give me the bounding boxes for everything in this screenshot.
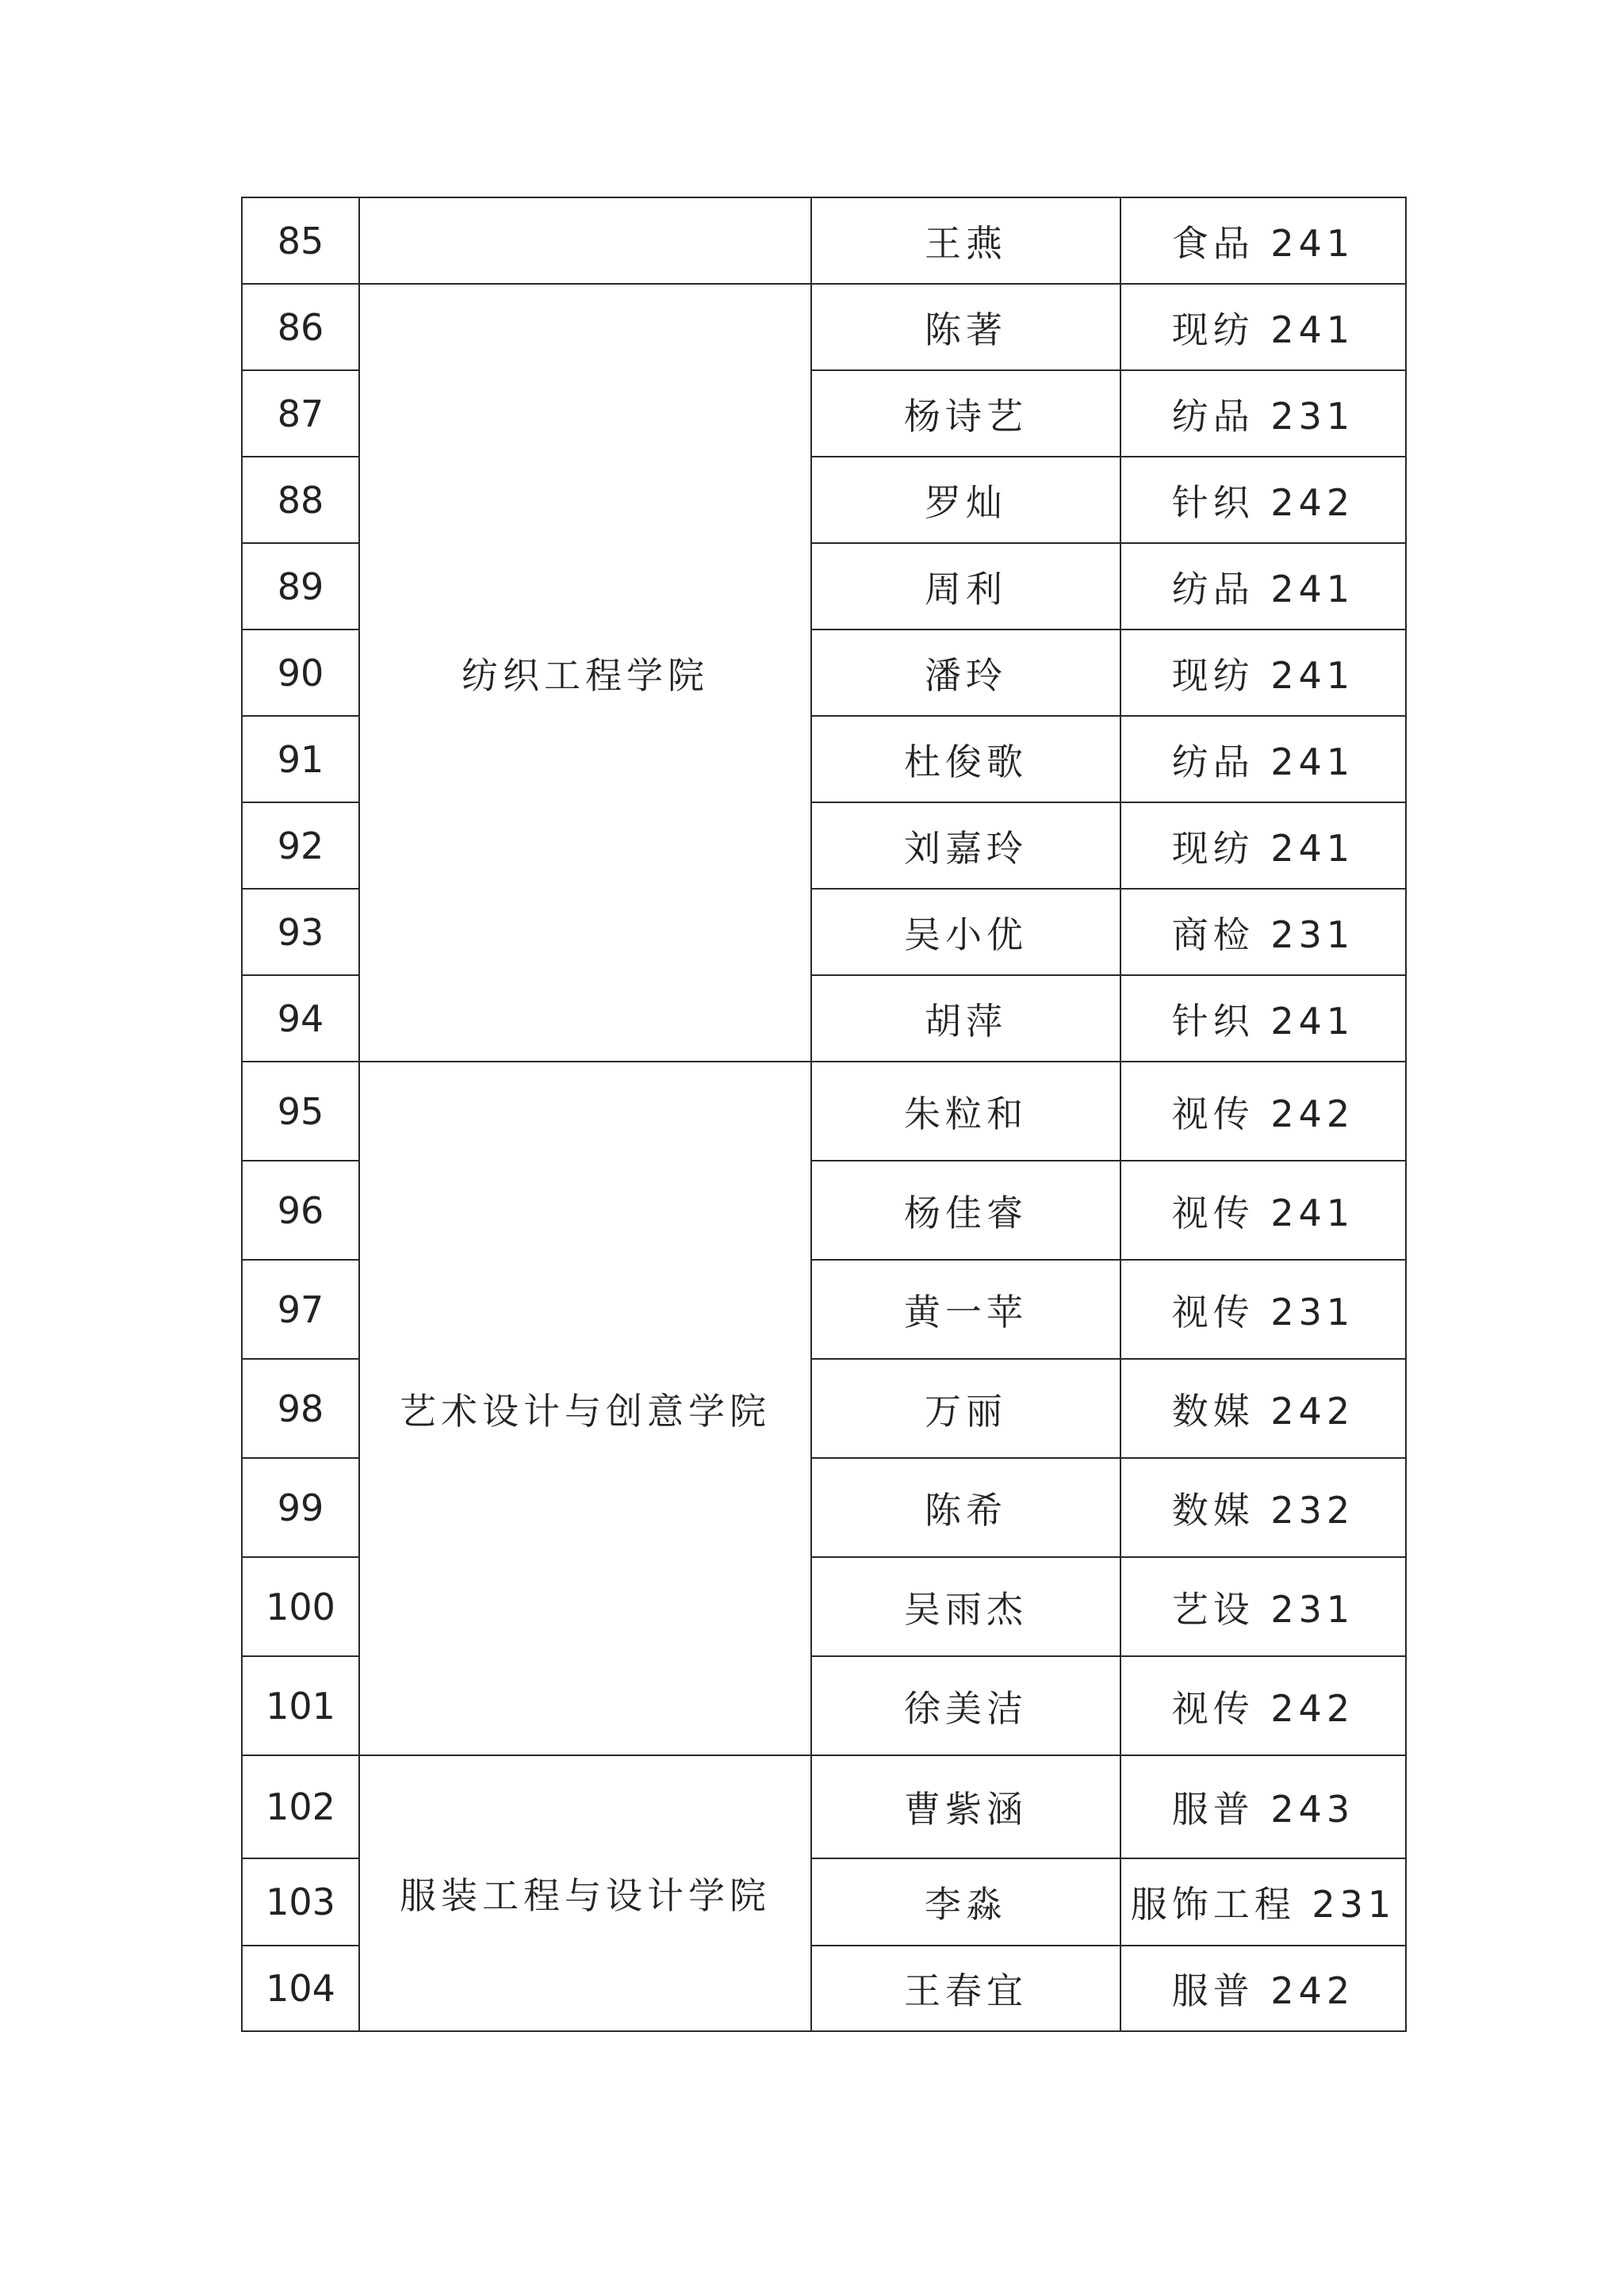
- row-number: 89: [242, 543, 359, 629]
- student-name: 王燕: [811, 197, 1120, 284]
- student-name: 潘玲: [811, 629, 1120, 716]
- class-name: 现纺 241: [1120, 802, 1406, 889]
- student-name: 徐美洁: [811, 1656, 1120, 1755]
- college-cell: [359, 197, 811, 284]
- table-row: [242, 197, 1406, 284]
- class-name: 商检 231: [1120, 889, 1406, 975]
- class-name: 数媒 232: [1120, 1458, 1406, 1557]
- row-number: 102: [242, 1755, 359, 1858]
- student-name: 吴雨杰: [811, 1557, 1120, 1656]
- student-name: 刘嘉玲: [811, 802, 1120, 889]
- class-name: 纺品 241: [1120, 543, 1406, 629]
- student-name: 王春宜: [811, 1946, 1120, 2031]
- row-number: 103: [242, 1858, 359, 1946]
- row-number: 98: [242, 1359, 359, 1458]
- class-name: 服普 242: [1120, 1946, 1406, 2031]
- row-number: 99: [242, 1458, 359, 1557]
- class-name: 视传 231: [1120, 1260, 1406, 1359]
- row-number: 100: [242, 1557, 359, 1656]
- row-number: 95: [242, 1062, 359, 1161]
- table-row: [242, 1062, 1406, 1161]
- row-number: 93: [242, 889, 359, 975]
- class-name: 艺设 231: [1120, 1557, 1406, 1656]
- row-number: 94: [242, 975, 359, 1062]
- class-name: 食品 241: [1120, 197, 1406, 284]
- row-number: 85: [242, 197, 359, 284]
- student-name: 曹紫涵: [811, 1755, 1120, 1858]
- college-textile-engineering: 纺织工程学院: [359, 284, 811, 1062]
- student-name: 陈著: [811, 284, 1120, 370]
- student-name: 朱粒和: [811, 1062, 1120, 1161]
- class-name: 纺品 231: [1120, 370, 1406, 457]
- class-name: 视传 242: [1120, 1062, 1406, 1161]
- class-name: 数媒 242: [1120, 1359, 1406, 1458]
- row-number: 90: [242, 629, 359, 716]
- student-name: 周利: [811, 543, 1120, 629]
- row-number: 96: [242, 1161, 359, 1260]
- row-number: 88: [242, 457, 359, 543]
- row-number: 91: [242, 716, 359, 802]
- class-name: 视传 242: [1120, 1656, 1406, 1755]
- class-name: 现纺 241: [1120, 284, 1406, 370]
- student-name: 杜俊歌: [811, 716, 1120, 802]
- row-number: 97: [242, 1260, 359, 1359]
- row-number: 86: [242, 284, 359, 370]
- student-name: 吴小优: [811, 889, 1120, 975]
- student-name: 陈希: [811, 1458, 1120, 1557]
- college-garment-engineering-design: 服装工程与设计学院: [359, 1755, 811, 2031]
- student-name: 黄一苹: [811, 1260, 1120, 1359]
- table-row: [242, 284, 1406, 370]
- college-art-design-creativity: 艺术设计与创意学院: [359, 1062, 811, 1755]
- row-number: 104: [242, 1946, 359, 2031]
- class-name: 视传 241: [1120, 1161, 1406, 1260]
- student-name: 胡萍: [811, 975, 1120, 1062]
- class-name: 针织 241: [1120, 975, 1406, 1062]
- class-name: 针织 242: [1120, 457, 1406, 543]
- class-name: 服普 243: [1120, 1755, 1406, 1858]
- student-name: 杨佳睿: [811, 1161, 1120, 1260]
- row-number: 87: [242, 370, 359, 457]
- student-name: 李淼: [811, 1858, 1120, 1946]
- row-number: 101: [242, 1656, 359, 1755]
- class-name: 纺品 241: [1120, 716, 1406, 802]
- class-name: 现纺 241: [1120, 629, 1406, 716]
- student-name: 罗灿: [811, 457, 1120, 543]
- student-name: 万丽: [811, 1359, 1120, 1458]
- roster-table: [241, 197, 1407, 2032]
- student-name: 杨诗艺: [811, 370, 1120, 457]
- table-row: [242, 1755, 1406, 1858]
- class-name: 服饰工程 231: [1120, 1858, 1406, 1946]
- row-number: 92: [242, 802, 359, 889]
